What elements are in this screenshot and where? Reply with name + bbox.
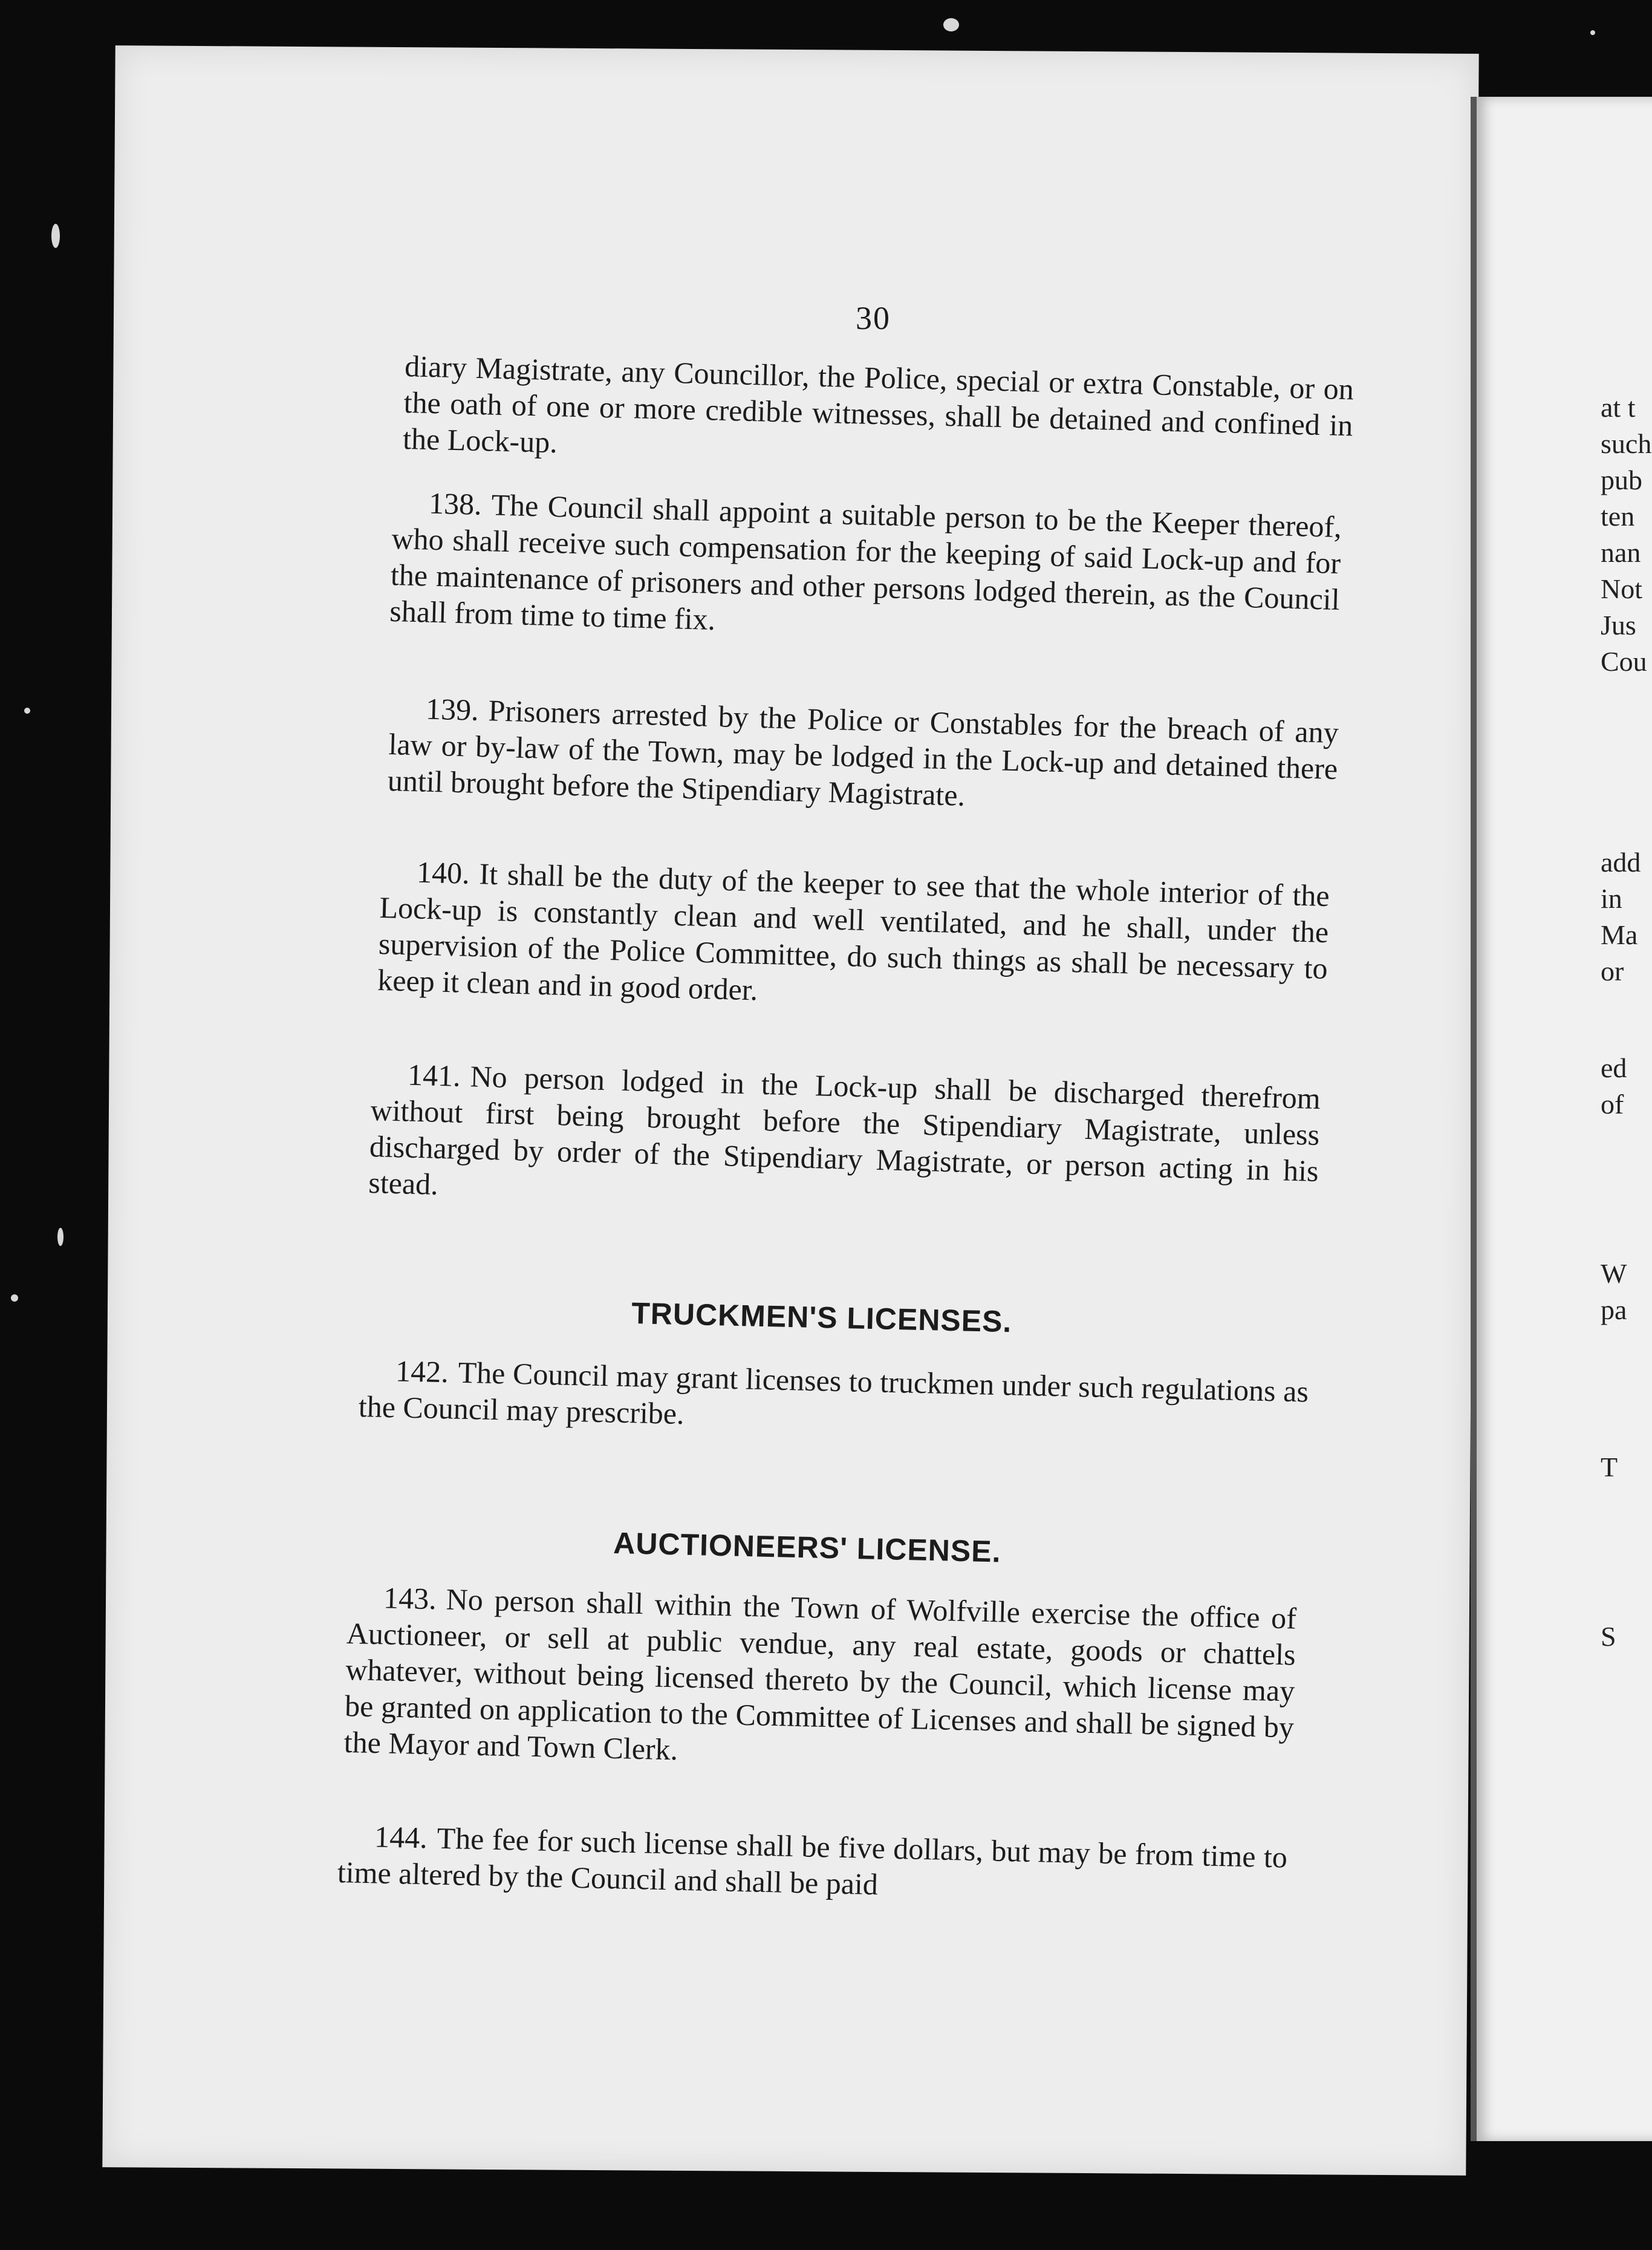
paragraph-141 — [368, 1055, 1321, 1225]
adjacent-fragment: Jus — [1601, 610, 1636, 641]
film-speck — [51, 224, 60, 248]
adjacent-fragment: ten — [1601, 501, 1635, 532]
film-speck — [1590, 30, 1595, 35]
adjacent-fragment: S — [1601, 1621, 1616, 1652]
adjacent-fragment: ed — [1601, 1052, 1627, 1083]
adjacent-fragment: W — [1601, 1258, 1627, 1289]
section-heading: TRUCKMEN'S LICENSES. — [631, 1296, 1012, 1339]
paragraph-number: 139. — [425, 691, 480, 727]
paragraph-143 — [343, 1579, 1296, 1782]
paragraph-text: No person shall within the Town of Wolfville exercise the office of Auctioneer, or sell at public vendue, any real estate, goods or chattels whatever, without being licensed thereto by the Council, which license may be granted on application to the Committee of Licenses and shall be signed by the Mayor and Town Clerk. — [343, 1582, 1297, 1767]
adjacent-fragment: T — [1601, 1452, 1618, 1482]
paragraph-text: It shall be the duty of the keeper to see that the whole interior of the Lock-up is constantly clean and well ventilated, and he shall, under the supervision of the Police Committee, do such things as shall be necessary to keep it clean and in good order. — [377, 856, 1330, 1007]
paragraph-138 — [389, 484, 1342, 654]
adjacent-fragment: or — [1601, 956, 1624, 986]
adjacent-fragment: pub — [1601, 465, 1642, 495]
adjacent-fragment: of — [1601, 1089, 1624, 1120]
paragraph-number: 141. — [407, 1057, 461, 1093]
paragraph-text: The fee for such license shall be five dollars, but may be from time to time altered by the Council and shall be paid — [337, 1821, 1288, 1902]
film-speck — [11, 1294, 18, 1302]
film-speck — [57, 1228, 63, 1246]
adjacent-fragment: nan — [1601, 537, 1641, 568]
adjacent-fragment: pa — [1601, 1294, 1627, 1325]
paragraph-text: The Council shall appoint a suitable person to be the Keeper thereof, who shall receive such compensation for the keeping of said Lock-up and for the maintenance of prisoners and other persons lodged therein, as the Council shall from time to time fix. — [389, 488, 1342, 637]
paragraph-number: 144. — [374, 1819, 428, 1855]
paragraph-number: 143. — [383, 1580, 437, 1616]
paragraph-text: No person lodged in the Lock-up shall be discharged therefrom without first being brought before the Stipendiary Magistrate, unless discharged by order of the Stipendiary Magistrate, or person acting in his stead. — [368, 1059, 1321, 1201]
adjacent-fragment: in — [1601, 883, 1622, 914]
paragraph-number: 140. — [416, 855, 470, 890]
film-speck — [24, 708, 30, 714]
page-number: 30 — [856, 300, 891, 336]
adjacent-fragment: Not — [1601, 573, 1642, 604]
paragraph-text: The Council may grant licenses to truckmen under such regulations as the Council may prescribe. — [358, 1355, 1309, 1431]
paragraph-text: Prisoners arrested by the Police or Constables for the breach of any law or by-law of the Town, may be lodged in the Lock-up and detained there until brought before the Stipendiary Magistrate. — [387, 693, 1339, 812]
film-speck — [943, 18, 959, 31]
adjacent-fragment: Cou — [1601, 646, 1647, 677]
paragraph-text: diary Magistrate, any Councillor, the Police, special or extra Constable, or on the oath of one or more credible witnesses, shall be detained and confined in the Lock-up. — [402, 348, 1354, 460]
adjacent-page — [1471, 97, 1652, 2141]
adjacent-fragment: at t — [1601, 392, 1636, 423]
adjacent-fragment: such — [1601, 428, 1652, 459]
paragraph-140 — [377, 853, 1330, 1023]
paragraph-number: 142. — [395, 1354, 449, 1389]
section-heading: AUCTIONEERS' LICENSE. — [613, 1525, 1002, 1569]
adjacent-fragment: Ma — [1601, 919, 1638, 950]
paragraph-number: 138. — [428, 486, 483, 521]
paragraph-continuation — [403, 348, 1354, 480]
adjacent-fragment: add — [1601, 847, 1641, 878]
